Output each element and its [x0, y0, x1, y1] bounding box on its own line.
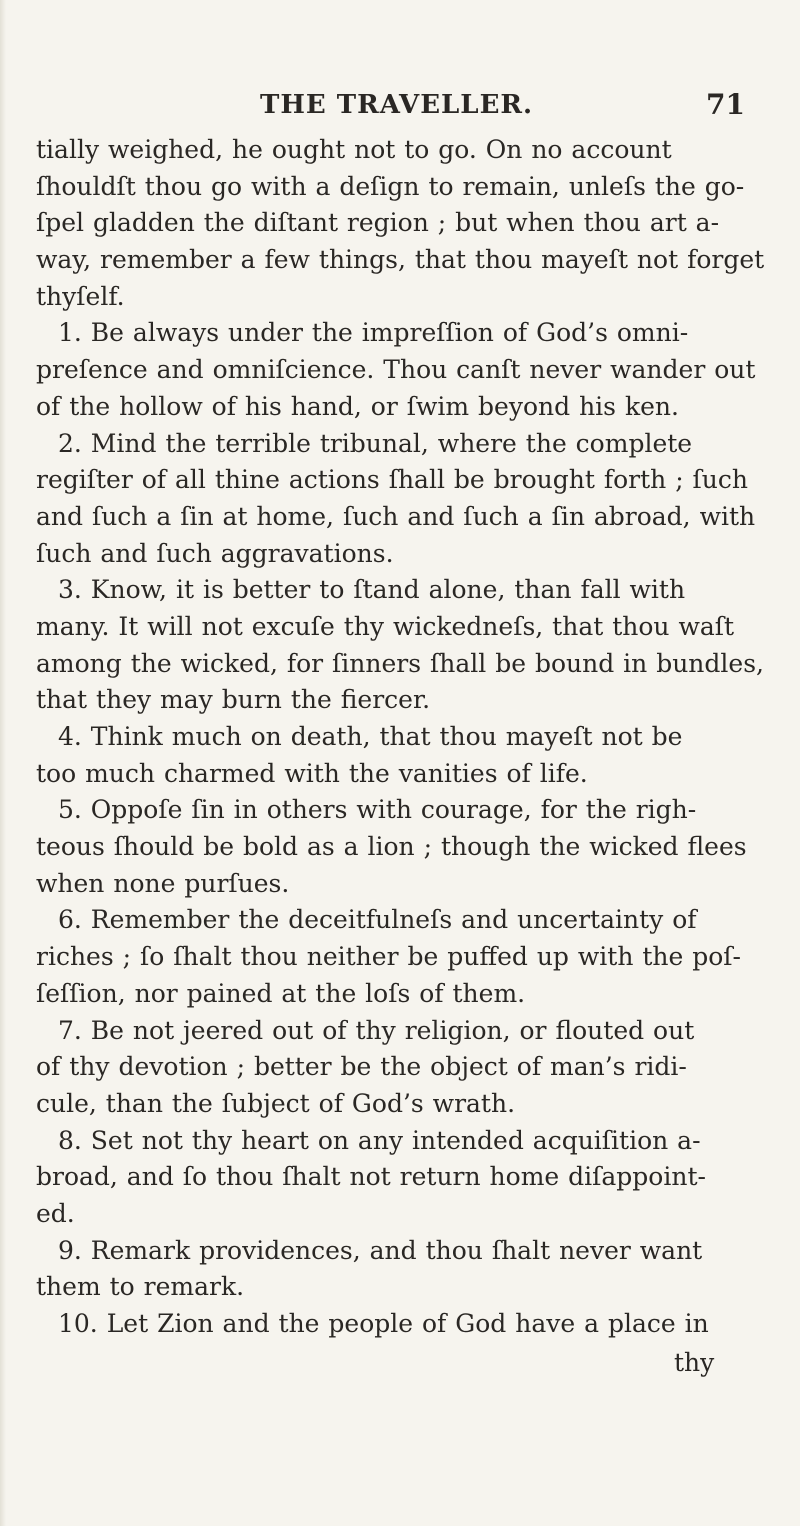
page-gutter-shadow	[0, 0, 6, 1526]
text-line: ed.	[36, 1198, 75, 1228]
text-line: many. It will not excuſe thy wickedneſs, that thou waſt	[36, 611, 735, 641]
page-header	[0, 84, 800, 124]
text-line: cule, than the ſubject of God’s wrath.	[36, 1088, 516, 1118]
text-line: tially weighed, he ought not to go. On no account	[36, 135, 672, 164]
text-line: among the wicked, for ſinners ſhall be bound in bundles,	[36, 648, 764, 678]
catchword-row	[36, 1343, 776, 1383]
text-line: riches ; ſo ſhalt thou neither be puffed up with the poſ-	[36, 942, 742, 972]
text-line: of thy devotion ; better be the object of man’s ridi-	[36, 1052, 687, 1082]
text-line: way, remember a few things, that thou mayeſt not forget	[36, 245, 765, 275]
text-line: 9. Remark providences, and thou ſhalt never want	[58, 1235, 703, 1265]
text-line: 7. Be not jeered out of thy religion, or flouted out	[58, 1015, 695, 1045]
body-text	[36, 132, 776, 1383]
text-line: and ſuch a ſin at home, ſuch and ſuch a ſin abroad, with	[36, 501, 756, 531]
text-line: when none purſues.	[36, 868, 290, 898]
text-line: 10. Let Zion and the people of God have a place in	[58, 1309, 709, 1338]
text-line: that they may burn the fiercer.	[36, 685, 431, 715]
text-line: too much charmed with the vanities of life.	[36, 758, 588, 788]
text-line: broad, and ſo thou ſhalt not return home diſappoint-	[36, 1162, 706, 1192]
text-line: 5. Oppoſe ſin in others with courage, for the righ-	[58, 795, 697, 825]
text-line: 8. Set not thy heart on any intended acquiſition a-	[58, 1125, 701, 1155]
running-head: THE TRAVELLER.	[260, 90, 534, 120]
text-line: regiſter of all thine actions ſhall be brought forth ; ſuch	[36, 465, 749, 495]
page-number: 71	[706, 88, 745, 121]
text-line: of the hollow of his hand, or ſwim beyond his ken.	[36, 391, 679, 421]
text-line: preſence and omniſcience. Thou canſt never wander out	[36, 355, 756, 385]
text-line: thyſelf.	[36, 281, 125, 311]
text-line: 4. Think much on death, that thou mayeſt not be	[58, 722, 683, 751]
text-line: ſpel gladden the diſtant region ; but when thou art a-	[36, 208, 720, 238]
text-line: 3. Know, it is better to ſtand alone, than fall with	[58, 575, 686, 605]
text-line: ſhouldſt thou go with a deſign to remain, unleſs the go-	[36, 171, 745, 201]
text-line: 1. Be always under the impreſſion of God’s omni-	[58, 318, 689, 348]
text-line: 2. Mind the terrible tribunal, where the complete	[58, 428, 693, 458]
catchword: thy	[674, 1347, 715, 1377]
text-line: ſuch and ſuch aggravations.	[36, 538, 394, 568]
text-line: 6. Remember the deceitfulneſs and uncertainty of	[58, 905, 697, 935]
text-line: them to remark.	[36, 1272, 245, 1302]
text-line: teous ſhould be bold as a lion ; though the wicked flees	[36, 832, 747, 862]
text-line: ſeſſion, nor pained at the loſs of them.	[36, 978, 526, 1008]
